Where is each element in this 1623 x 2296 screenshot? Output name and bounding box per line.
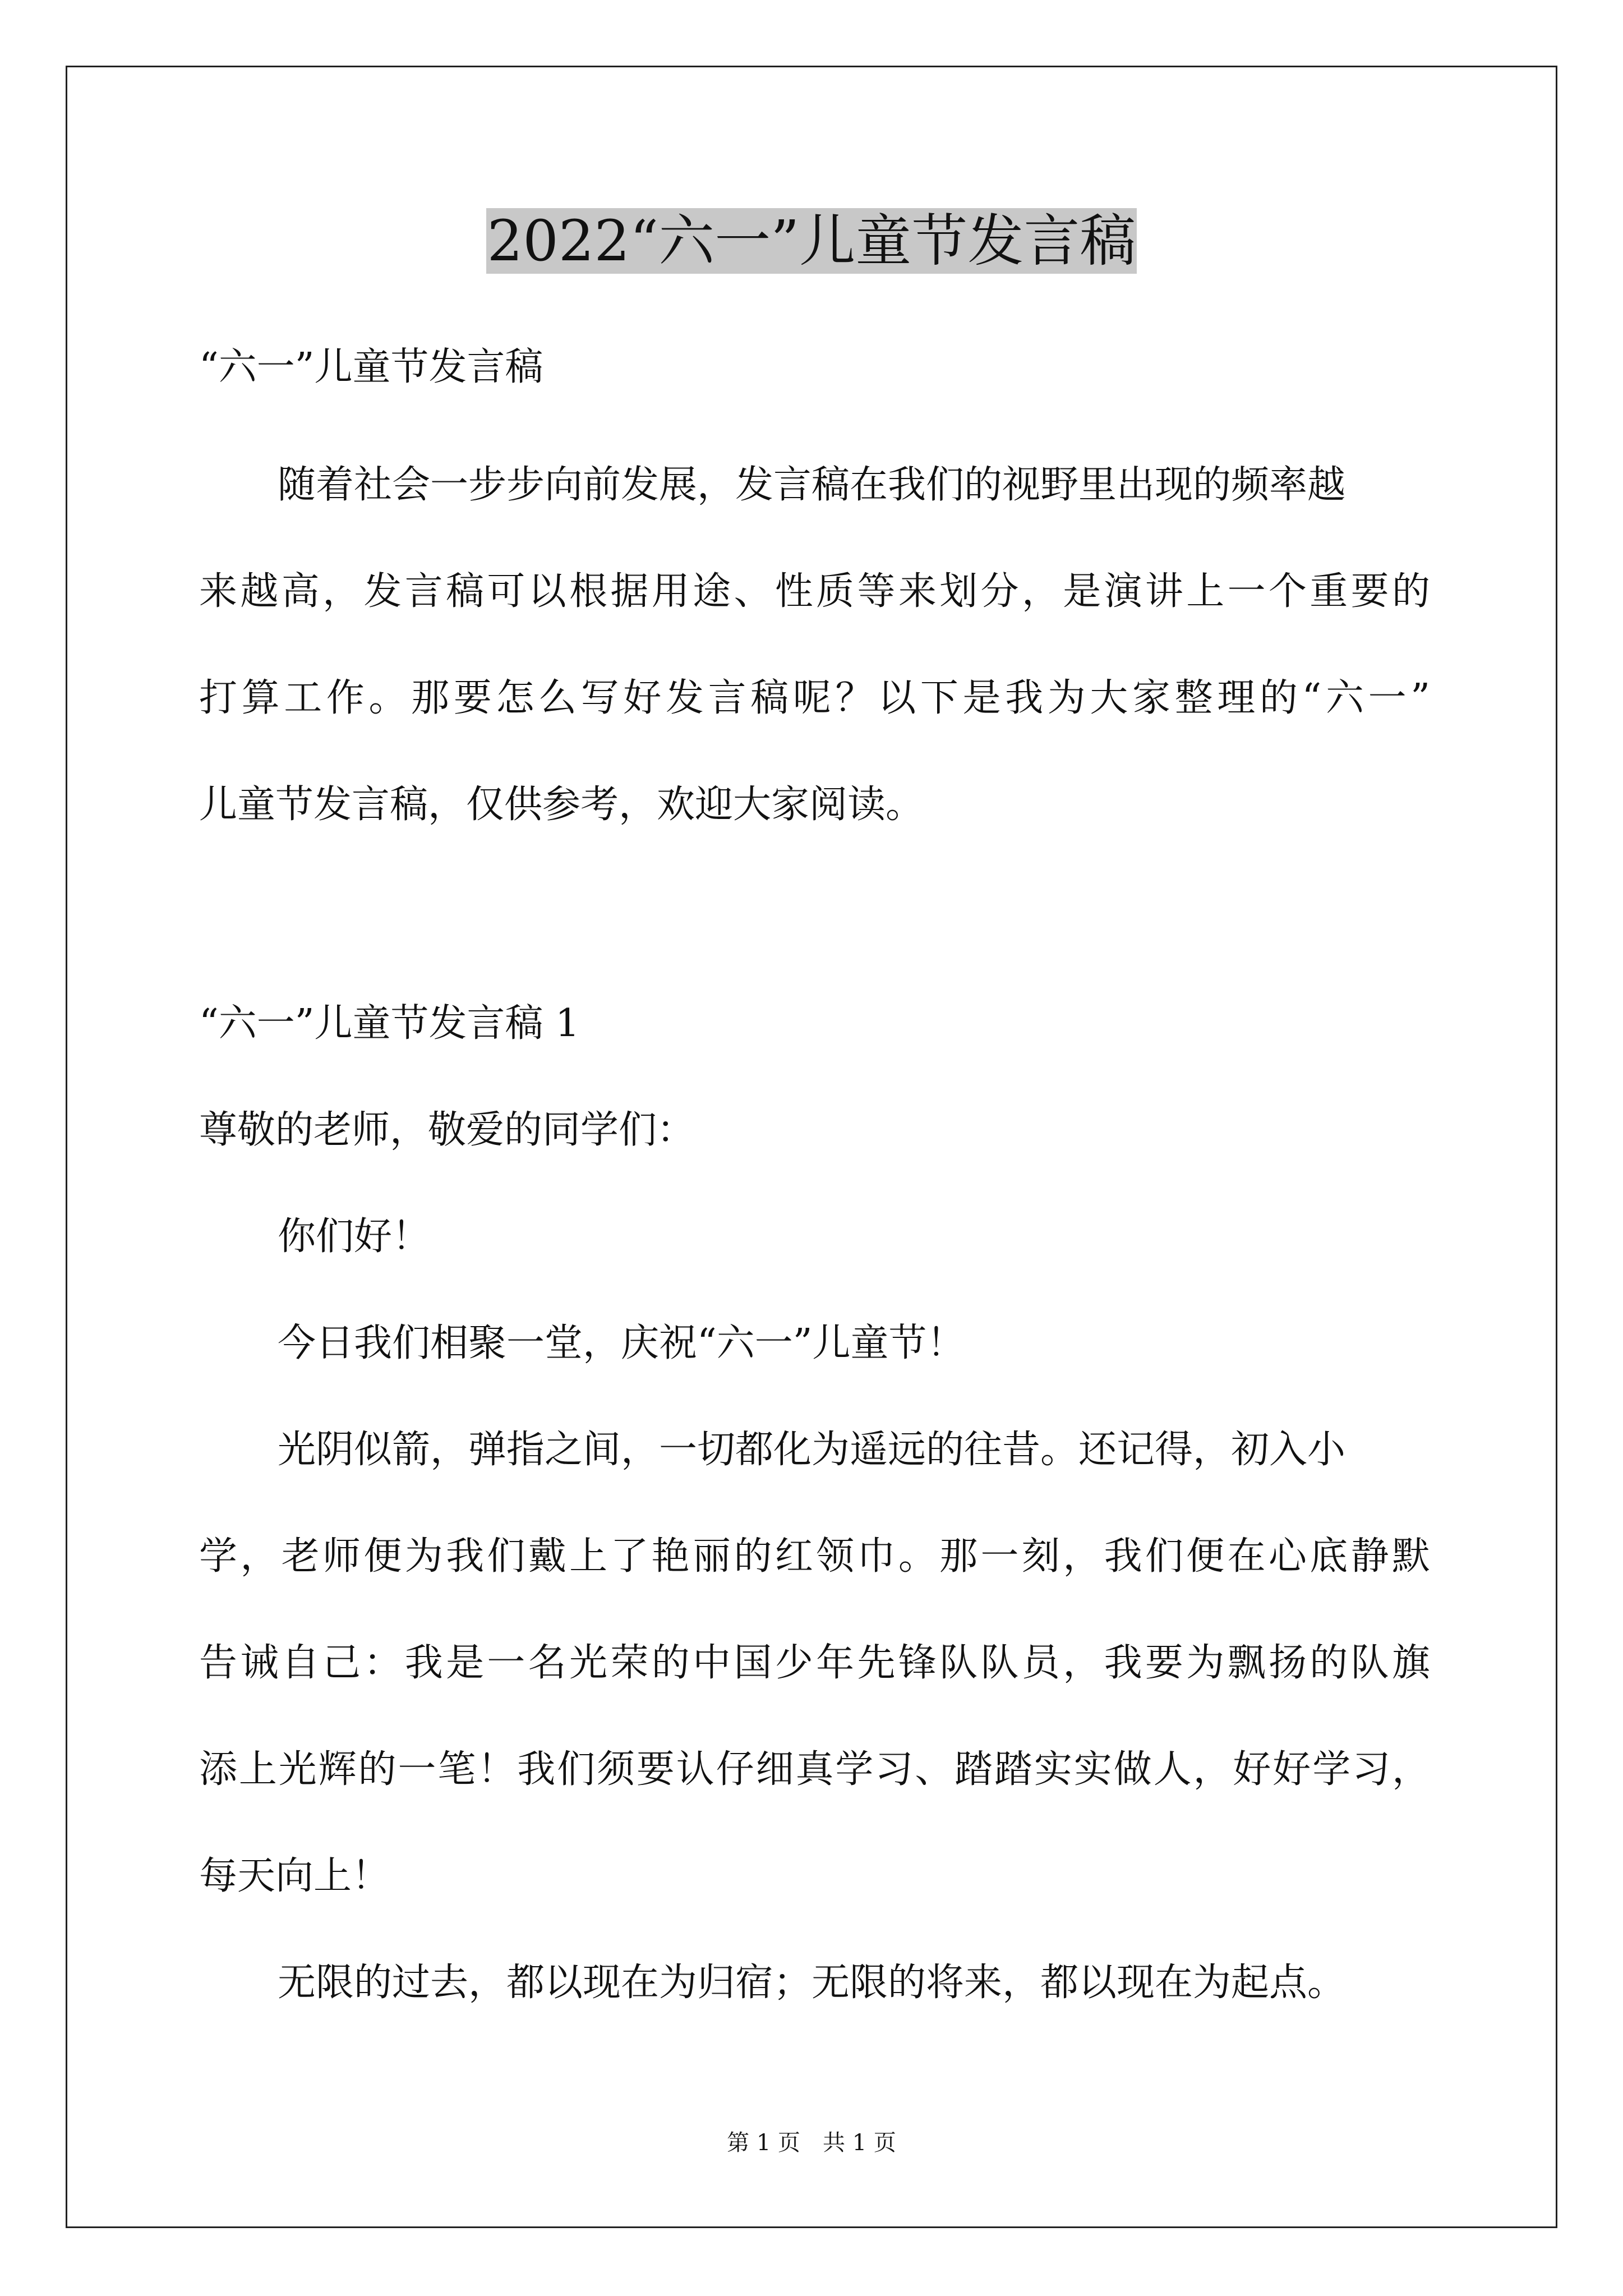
- paragraph-2-line-3: 告诫自己：我是一名光荣的中国少年先锋队队员，我要为飘扬的队旗: [199, 1641, 1430, 1685]
- paragraph-2-line-5: 每天向上！: [199, 1854, 390, 1898]
- document-title: [0, 202, 1623, 280]
- paragraph-1: 今日我们相聚一堂，庆祝“六一”儿童节！: [278, 1321, 965, 1365]
- paragraph-2-line-4: 添上光辉的一笔！我们须要认仔细真学习、踏踏实实做人，好好学习，: [199, 1747, 1430, 1792]
- paragraph-2-line-2: 学，老师便为我们戴上了艳丽的红领巾。那一刻，我们便在心底静默: [199, 1534, 1430, 1579]
- page-footer: 第 1 页 共 1 页: [727, 2130, 896, 2156]
- subtitle: “六一”儿童节发言稿: [199, 345, 543, 389]
- paragraph-2-line-1: 光阴似箭，弹指之间，一切都化为遥远的往昔。还记得，初入小: [278, 1428, 1346, 1472]
- paragraph-3: 无限的过去，都以现在为归宿；无限的将来，都以现在为起点。: [278, 1961, 1346, 2005]
- greeting: 尊敬的老师，敬爱的同学们：: [199, 1108, 695, 1152]
- intro-line-1: 随着社会一步步向前发展，发言稿在我们的视野里出现的频率越: [278, 463, 1346, 507]
- document-title-text: 2022“六一”儿童节发言稿: [487, 208, 1136, 274]
- intro-line-2: 来越高，发言稿可以根据用途、性质等来划分，是演讲上一个重要的: [199, 569, 1430, 614]
- section-heading: “六一”儿童节发言稿 1: [199, 1001, 580, 1046]
- intro-line-4: 儿童节发言稿，仅供参考，欢迎大家阅读。: [199, 783, 924, 827]
- hello-line: 你们好！: [278, 1214, 431, 1259]
- intro-line-3: 打算工作。那要怎么写好发言稿呢？以下是我为大家整理的“六一”: [199, 676, 1430, 720]
